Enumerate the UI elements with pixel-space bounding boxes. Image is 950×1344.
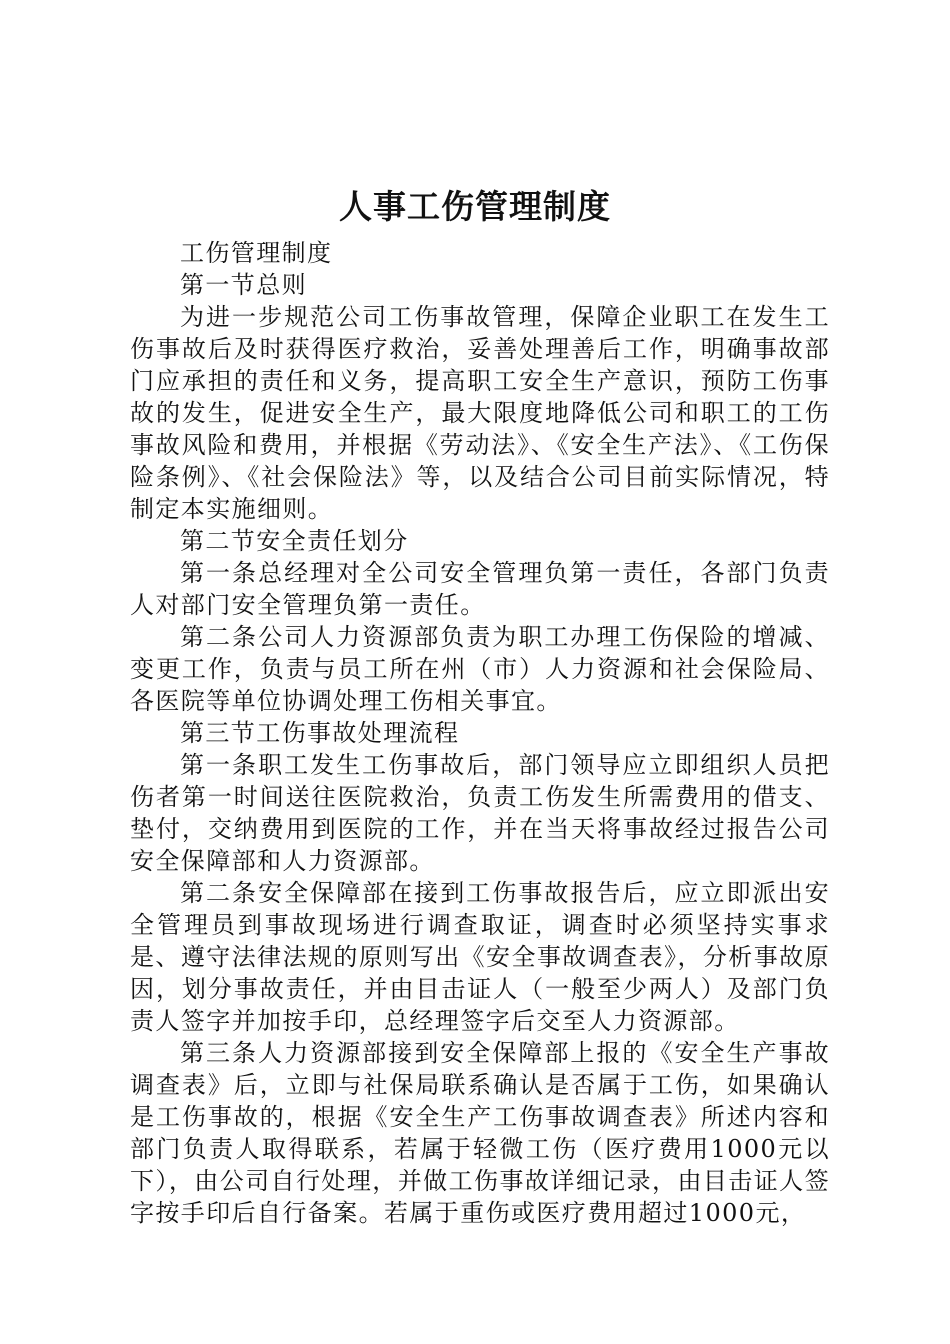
paragraph-article-1-responsibility: 第一条总经理对全公司安全管理负第一责任，各部门负责人对部门安全管理负第一责任。 bbox=[130, 559, 830, 619]
paragraph-purpose: 为进一步规范公司工伤事故管理，保障企业职工在发生工伤事故后及时获得医疗救治，妥善处理善后工作，明确事故部门应承担的责任和义务，提高职工安全生产意识，预防工伤事故的发生，促进安全生产，最大限度地降低公司和职工的工伤事故风险和费用，并根据《劳动法》、《安全生产法》、《工伤保险条例》、《社会保险法》等，以及结合公司目前实际情况，特制定本实施细则。 bbox=[130, 303, 830, 523]
section-heading-responsibility: 第二节安全责任划分 bbox=[180, 527, 409, 555]
document-body bbox=[130, 237, 830, 1229]
paragraph-article-3-process: 第三条人力资源部接到安全保障部上报的《安全生产事故调查表》后，立即与社保局联系确认是否属于工伤，如果确认是工伤事故的，根据《安全生产工伤事故调查表》所述内容和部门负责人取得联系，若属于轻微工伤（医疗费用1000元以下），由公司自行处理，并做工伤事故详细记录，由目击证人签字按手印后自行备案。若属于重伤或医疗费用超过1000元， bbox=[130, 1039, 830, 1227]
paragraph-article-2-responsibility: 第二条公司人力资源部负责为职工办理工伤保险的增减、变更工作，负责与员工所在州（市）人力资源和社会保险局、各医院等单位协调处理工伤相关事宜。 bbox=[130, 623, 830, 715]
section-heading-general: 第一节总则 bbox=[180, 271, 307, 299]
document-title: 人事工伤管理制度 bbox=[339, 187, 611, 226]
paragraph-article-2-process: 第二条安全保障部在接到工伤事故报告后，应立即派出安全管理员到事故现场进行调查取证，调查时必须坚持实事求是、遵守法律法规的原则写出《安全事故调查表》，分析事故原因，划分事故责任，并由目击证人（一般至少两人）及部门负责人签字并加按手印，总经理签字后交至人力资源部。 bbox=[130, 879, 830, 1035]
paragraph-subtitle: 工伤管理制度 bbox=[180, 239, 333, 267]
section-heading-process: 第三节工伤事故处理流程 bbox=[180, 719, 460, 747]
paragraph-article-1-process: 第一条职工发生工伤事故后，部门领导应立即组织人员把伤者第一时间送往医院救治，负责工伤发生所需费用的借支、垫付，交纳费用到医院的工作，并在当天将事故经过报告公司安全保障部和人力资源部。 bbox=[130, 751, 830, 875]
